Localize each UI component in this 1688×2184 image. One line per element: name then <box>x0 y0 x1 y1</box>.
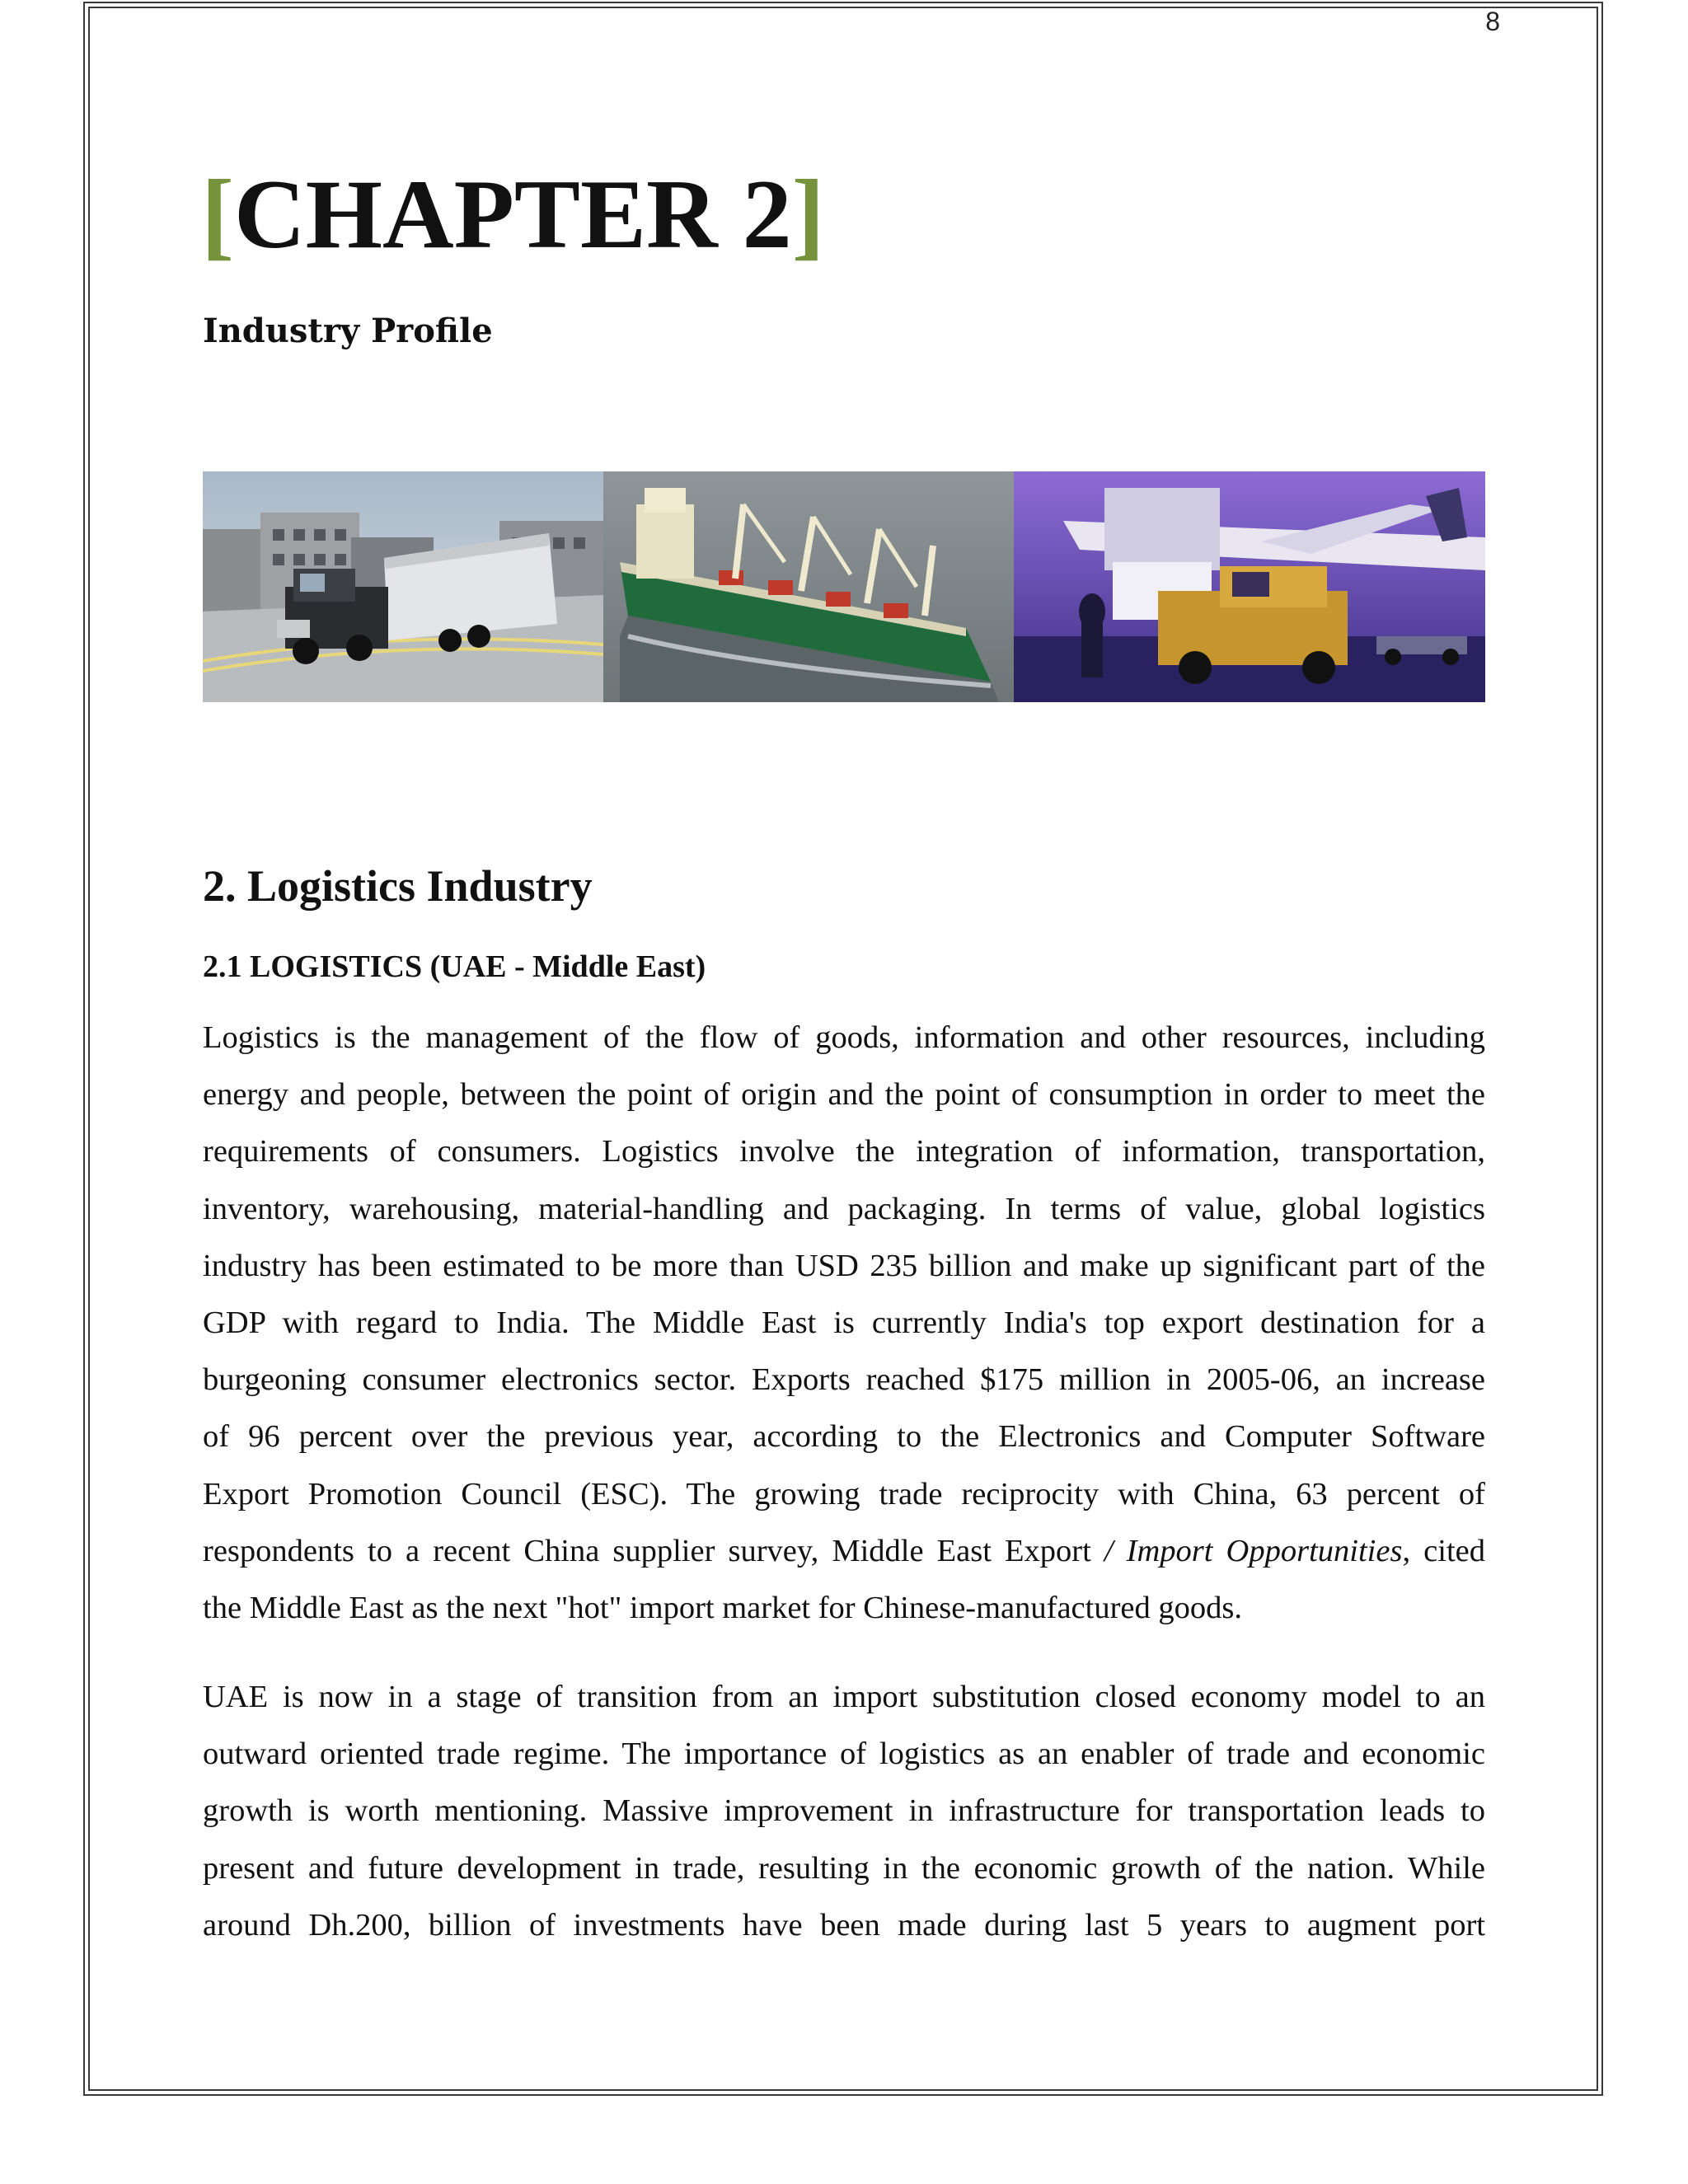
paragraph-line: the Middle East as the next "hot" import market for Chinese-manufactured goods. <box>203 1591 1242 1626</box>
paragraph-2 <box>203 1669 1485 1954</box>
chapter-title-text: CHAPTER 2 <box>233 159 792 269</box>
paragraph-line <box>203 1523 1485 1580</box>
paragraph-line: present and future development in trade, resulting in the economic growth of the nation. While <box>203 1850 1485 1886</box>
paragraph-line: industry has been estimated to be more than USD 235 billion and make up significant part of the <box>203 1248 1485 1283</box>
paragraph-line: outward oriented trade regime. The importance of logistics as an enabler of trade and economic <box>203 1736 1485 1772</box>
paragraph-1 <box>203 1010 1485 1637</box>
paragraph-line: energy and people, between the point of origin and the point of consumption in order to meet the <box>203 1077 1485 1113</box>
section-heading: 2. Logistics Industry <box>203 861 593 911</box>
paragraph-line: around Dh.200, billion of investments have been made during last 5 years to augment port <box>203 1907 1485 1943</box>
paragraph-line: GDP with regard to India. The Middle East is currently India's top export destination for a <box>203 1305 1485 1341</box>
chapter-title <box>201 148 825 280</box>
paragraph-line: Logistics is the management of the flow of goods, information and other resources, including <box>203 1020 1485 1055</box>
paragraph-line: growth is worth mentioning. Massive improvement in infrastructure for transportation leads to <box>203 1793 1485 1829</box>
paragraph-line-text: respondents to a recent China supplier survey, Middle East Export <box>203 1533 1104 1568</box>
air-cargo-photo <box>1014 471 1485 702</box>
paragraph-line: Export Promotion Council (ESC). The growing trade reciprocity with China, 63 percent of <box>203 1476 1485 1511</box>
paragraph-line-text: , cited <box>1402 1533 1485 1568</box>
paragraph-line: inventory, warehousing, material-handling and packaging. In terms of value, global logistics <box>203 1191 1485 1226</box>
chapter-close-bracket: ] <box>791 159 825 269</box>
paragraph-line: requirements of consumers. Logistics involve the integration of information, transportation, <box>203 1134 1485 1169</box>
photo-strip <box>203 471 1485 702</box>
cargo-ship-photo <box>603 471 1014 702</box>
paragraph-line: UAE is now in a stage of transition from an import substitution closed economy model to an <box>203 1680 1485 1714</box>
italic-title: / Import Opportunities <box>1104 1533 1403 1568</box>
chapter-subtitle: Industry Profile <box>203 312 493 350</box>
section-subheading: 2.1 LOGISTICS (UAE - Middle East) <box>203 949 706 984</box>
truck-photo <box>203 471 603 702</box>
paragraph-line: burgeoning consumer electronics sector. Exports reached $175 million in 2005-06, an increase <box>203 1362 1485 1398</box>
chapter-open-bracket: [ <box>201 159 234 269</box>
paragraph-line: of 96 percent over the previous year, according to the Electronics and Computer Software <box>203 1419 1485 1455</box>
page-number: 8 <box>1485 7 1500 36</box>
